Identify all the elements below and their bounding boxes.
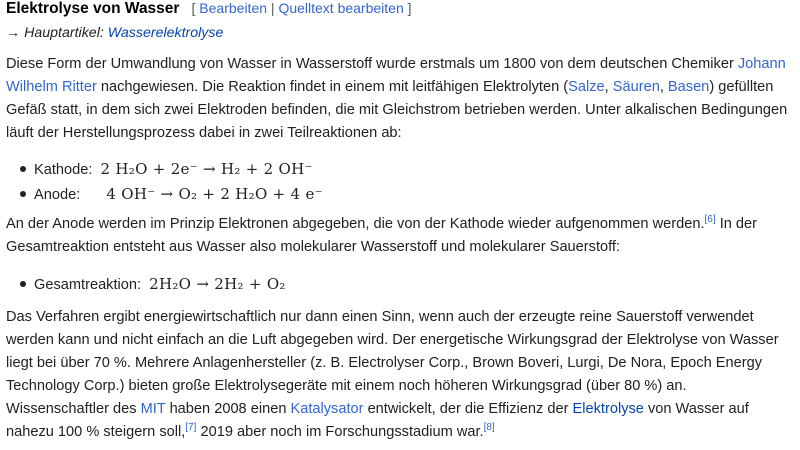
text-run: An der Anode werden im Prinzip Elektronen abgegeben, die von der Kathode wieder aufgenommen werden. <box>6 216 705 232</box>
total-equation: 2H₂O → 2H₂ + O₂ <box>149 275 286 293</box>
bullet-icon <box>20 166 26 172</box>
text-run: nachgewiesen. Die Reaktion findet in einem mit leitfähigen Elektrolyten ( <box>96 79 569 95</box>
kathode-equation: 2 H₂O + 2e⁻ → H₂ + 2 OH⁻ <box>100 160 313 178</box>
reference-6[interactable]: [6] <box>704 214 716 226</box>
open-bracket: [ <box>191 0 196 16</box>
bullet-icon <box>20 191 26 197</box>
link-elektrolyse[interactable]: Elektrolyse <box>572 401 644 417</box>
edit-separator: | <box>270 0 275 16</box>
main-article-link[interactable]: Wasserelektrolyse <box>107 25 224 41</box>
link-ritter[interactable]: Johann Wilhelm Ritter <box>6 56 786 95</box>
text-run: Das Verfahren ergibt energiewirtschaftlich nur dann einen Sinn, wenn auch der erzeugte reine Sauerstoff verwendet werden kann und nicht einfach an die Luft abgegeben wird. Der energetische Wirkungsgrad der Elektrolyse von Wasser liegt bei über 70 %. Mehrere Anlagenhersteller (z. B. Electrolyser Corp., Brown Boveri, Lurgi, De Nora, Epoch Energy Technology Corp.) bieten große Elektrolysegeräte mit einem noch höheren Wirkungsgrad (über 80 %) an. Wissenschaftler des <box>6 309 779 417</box>
list-item-total <box>6 272 286 296</box>
paragraph-efficiency <box>6 306 791 444</box>
edit-link[interactable]: Bearbeiten <box>199 0 268 16</box>
close-bracket: ] <box>407 0 412 16</box>
text-run: Diese Form der Umwandlung von Wasser in Wasserstoff wurde erstmals um 1800 von dem deutschen Chemiker <box>6 56 738 72</box>
edit-source-link[interactable]: Quelltext bearbeiten <box>278 0 404 16</box>
text-run: In der Gesamtreaktion entsteht aus Wasser also molekularer Wasserstoff und molekularer Sauerstoff: <box>6 216 758 255</box>
arrow-icon: → <box>6 25 21 41</box>
main-article-hatnote <box>6 25 223 41</box>
kathode-label: Kathode: <box>34 162 93 178</box>
link-saeuren[interactable]: Säuren <box>612 79 660 95</box>
text-run: , <box>659 79 668 95</box>
bullet-icon <box>20 281 26 287</box>
link-salze[interactable]: Salze <box>568 79 605 95</box>
paragraph-intro <box>6 53 791 145</box>
text-run: ) gefüllten Gefäß statt, in dem sich zwei Elektroden befinden, die mit Gleichstrom betrieben werden. Unter alkalischen Bedingungen läuft der Herstellungsprozess dabei in zwei Teilreaktionen ab: <box>6 79 788 141</box>
hatnote-prefix: Hauptartikel: <box>24 25 104 41</box>
link-mit[interactable]: MIT <box>140 401 166 417</box>
edit-section-links <box>192 0 412 16</box>
link-katalysator[interactable]: Katalysator <box>290 401 364 417</box>
reference-8[interactable]: [8] <box>483 422 495 434</box>
text-run: , <box>604 79 613 95</box>
text-run: von Wasser auf nahezu 100 % steigern soll, <box>6 401 749 440</box>
link-basen[interactable]: Basen <box>667 79 710 95</box>
list-item-kathode <box>6 157 313 181</box>
paragraph-anode <box>6 213 791 259</box>
anode-equation: 4 OH⁻ → O₂ + 2 H₂O + 4 e⁻ <box>106 185 323 203</box>
reference-7[interactable]: [7] <box>185 422 197 434</box>
text-run: 2019 aber noch im Forschungsstadium war. <box>196 424 484 440</box>
section-title: Elektrolyse von Wasser <box>6 0 180 17</box>
text-run: haben 2008 einen <box>165 401 291 417</box>
anode-label: Anode: <box>34 187 81 203</box>
text-run: entwickelt, der die Effizienz der <box>363 401 573 417</box>
total-label: Gesamtreaktion: <box>34 277 142 293</box>
list-item-anode <box>6 182 323 206</box>
section-heading <box>6 0 412 22</box>
